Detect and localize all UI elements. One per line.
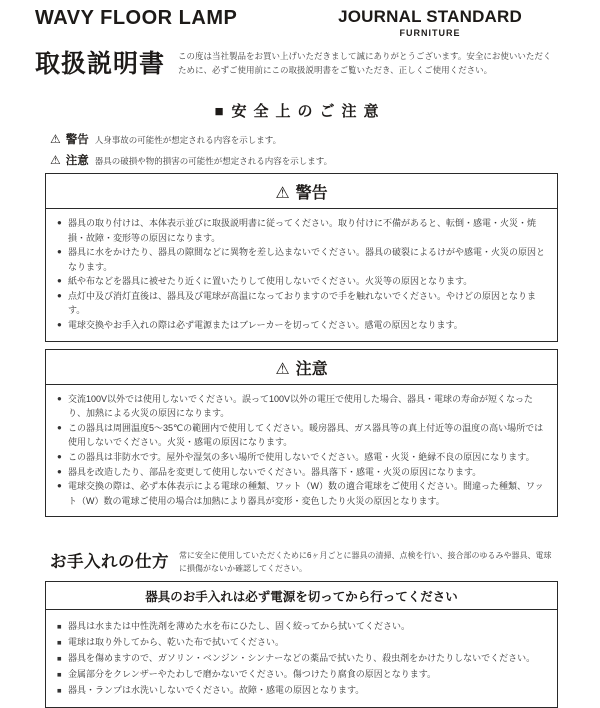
warning-box-title: 警告 <box>295 185 328 202</box>
caution-item <box>57 479 549 508</box>
warning-item <box>57 318 549 333</box>
maintenance-item-text: 器具は水または中性洗剤を薄めた水を布にひたし、固く絞ってから拭いてください。 <box>68 620 411 631</box>
warning-item-text: 器具に水をかけたり、器具の隙間などに異物を差し込まないでください。器具の破裂によるけがや感電・火災の原因となります。 <box>68 247 546 272</box>
legend-label: 注意 <box>65 155 89 167</box>
dot-bullet-icon: ● <box>57 218 62 227</box>
legend-text: 人身事故の可能性が想定される内容を示します。 <box>94 135 282 145</box>
caution-item-text: この器具は周囲温度5～35℃の範囲内で使用してください。暖房器具、ガス器具等の真上付近等の温度の高い場所では使用しないでください。火災・感電の原因になります。 <box>68 422 544 448</box>
warning-item <box>57 245 549 274</box>
square-bullet-icon: ■ <box>57 669 62 679</box>
dot-bullet-icon: ● <box>57 422 62 432</box>
warning-item-text: 紙や布などを器具に被せたり近くに置いたりして使用しないでください。火災等の原因となります。 <box>68 276 473 287</box>
dot-bullet-icon: ● <box>57 247 62 257</box>
dot-bullet-icon: ● <box>57 276 62 286</box>
dot-bullet-icon: ● <box>57 393 62 403</box>
brand-name: JOURNAL STANDARD <box>338 7 522 26</box>
safety-section-title <box>0 100 600 121</box>
header <box>0 7 600 38</box>
caution-box-body <box>46 385 557 517</box>
warning-item <box>57 216 549 245</box>
warning-triangle-icon: ⚠ <box>50 153 61 167</box>
warning-triangle-icon: ⚠ <box>275 185 290 202</box>
maintenance-item-text: 器具を傷めますので、ガソリン・ベンジン・シンナーなどの薬品で拭いたり、殺虫剤をかけたりしないでください。 <box>68 652 536 663</box>
maintenance-header <box>0 548 600 576</box>
legend-text: 器具の破損や物的損害の可能性が想定される内容を示します。 <box>94 156 333 166</box>
caution-item <box>57 392 549 421</box>
maintenance-item-text: 電球は取り外してから、乾いた布で拭いてください。 <box>68 636 285 647</box>
warning-item <box>57 274 549 289</box>
warning-box-body <box>46 209 557 341</box>
warning-item <box>57 289 549 318</box>
maintenance-item <box>57 634 549 650</box>
caution-box-title: 注意 <box>295 360 328 378</box>
warning-item-text: 点灯中及び消灯直後は、器具及び電球が高温になっておりますので手を触れないでください。やけどの原因となります。 <box>68 290 537 316</box>
maintenance-box-header: 器具のお手入れは必ず電源を切ってから行ってください <box>46 582 557 610</box>
warning-item-list <box>57 216 549 333</box>
warning-item-text: 電球交換やお手入れの際は必ず電源またはブレーカーを切ってください。感電の原因となります。 <box>68 320 463 331</box>
caution-item <box>57 421 549 450</box>
square-marker-icon: ■ <box>214 103 224 120</box>
caution-item-text: 交流100V以外では使用しないでください。誤って100V以外の電圧で使用した場合、器具・電球の寿命が短くなったり、加熱による火災の原因になります。 <box>68 393 534 419</box>
caution-item <box>57 465 549 480</box>
caution-item-list <box>57 392 549 509</box>
warning-triangle-icon: ⚠ <box>50 132 61 146</box>
dot-bullet-icon: ● <box>57 290 62 300</box>
warning-item-text: 器具の取り付けは、本体表示並びに取扱説明書に従ってください。取り付けに不備があると、転倒・感電・火災・焼損・故障・変形等の原因になります。 <box>68 218 537 243</box>
dot-bullet-icon: ● <box>57 481 62 491</box>
warning-triangle-icon: ⚠ <box>275 360 290 378</box>
safety-legend <box>50 131 600 168</box>
maintenance-item-text: 金属部分をクレンザーやたわしで磨かないでください。傷つけたり腐食の原因となります。 <box>68 668 437 679</box>
caution-item-text: この器具は非防水です。屋外や湿気の多い場所で使用しないでください。感電・火災・絶縁不良の原因になります。 <box>68 451 535 462</box>
dot-bullet-icon: ● <box>57 451 62 461</box>
safety-section-title-text: 安全上のご注意 <box>231 103 386 120</box>
caution-box-header <box>46 350 557 385</box>
caution-item-text: 電球交換の際は、必ず本体表示による電球の種類、ワット（W）数の適合電球をご使用ください。間違った種類、ワット（W）数の電球ご使用の場合は加熱により器具が変形・変色したり火災の原因となります。 <box>68 481 544 506</box>
square-bullet-icon: ■ <box>57 685 62 695</box>
manual-title: 取扱説明書 <box>35 50 166 78</box>
dot-bullet-icon: ● <box>57 466 62 476</box>
brand-sub: FURNITURE <box>399 28 461 38</box>
warning-box <box>45 173 558 342</box>
maintenance-item-list <box>57 618 549 698</box>
manual-intro: この度は当社製品をお買い上げいただきまして誠にありがとうございます。安全にお使いいただくために、必ずご使用前にこの取扱説明書をご覧いただき、正しくご使用ください。 <box>178 51 552 76</box>
maintenance-item <box>57 618 549 634</box>
warning-box-header <box>46 174 557 209</box>
square-bullet-icon: ■ <box>57 621 62 631</box>
manual-title-row <box>0 38 600 80</box>
maintenance-box-body <box>46 610 557 707</box>
legend-row <box>50 131 600 147</box>
maintenance-item <box>57 650 549 666</box>
maintenance-item <box>57 666 549 682</box>
brand-logo <box>338 7 522 38</box>
product-name: WAVY FLOOR LAMP <box>35 7 238 29</box>
maintenance-item <box>57 682 549 698</box>
maintenance-item-text: 器具・ランプは水洗いしないでください。故障・感電の原因となります。 <box>68 684 365 695</box>
maintenance-box <box>45 581 558 708</box>
legend-row <box>50 152 600 168</box>
maintenance-intro: 常に安全に使用していただくために6ヶ月ごとに器具の清掃、点検を行い、接合部のゆるみや器具、電球に損傷がないか確認してください。 <box>179 551 552 574</box>
square-bullet-icon: ■ <box>57 637 62 647</box>
maintenance-title: お手入れの仕方 <box>50 553 169 572</box>
caution-box <box>45 349 558 518</box>
legend-label: 警告 <box>65 134 89 146</box>
square-bullet-icon: ■ <box>57 653 62 663</box>
dot-bullet-icon: ● <box>57 320 62 330</box>
caution-item-text: 器具を改造したり、部品を変更して使用しないでください。器具落下・感電・火災の原因になります。 <box>68 466 482 477</box>
caution-item <box>57 450 549 465</box>
